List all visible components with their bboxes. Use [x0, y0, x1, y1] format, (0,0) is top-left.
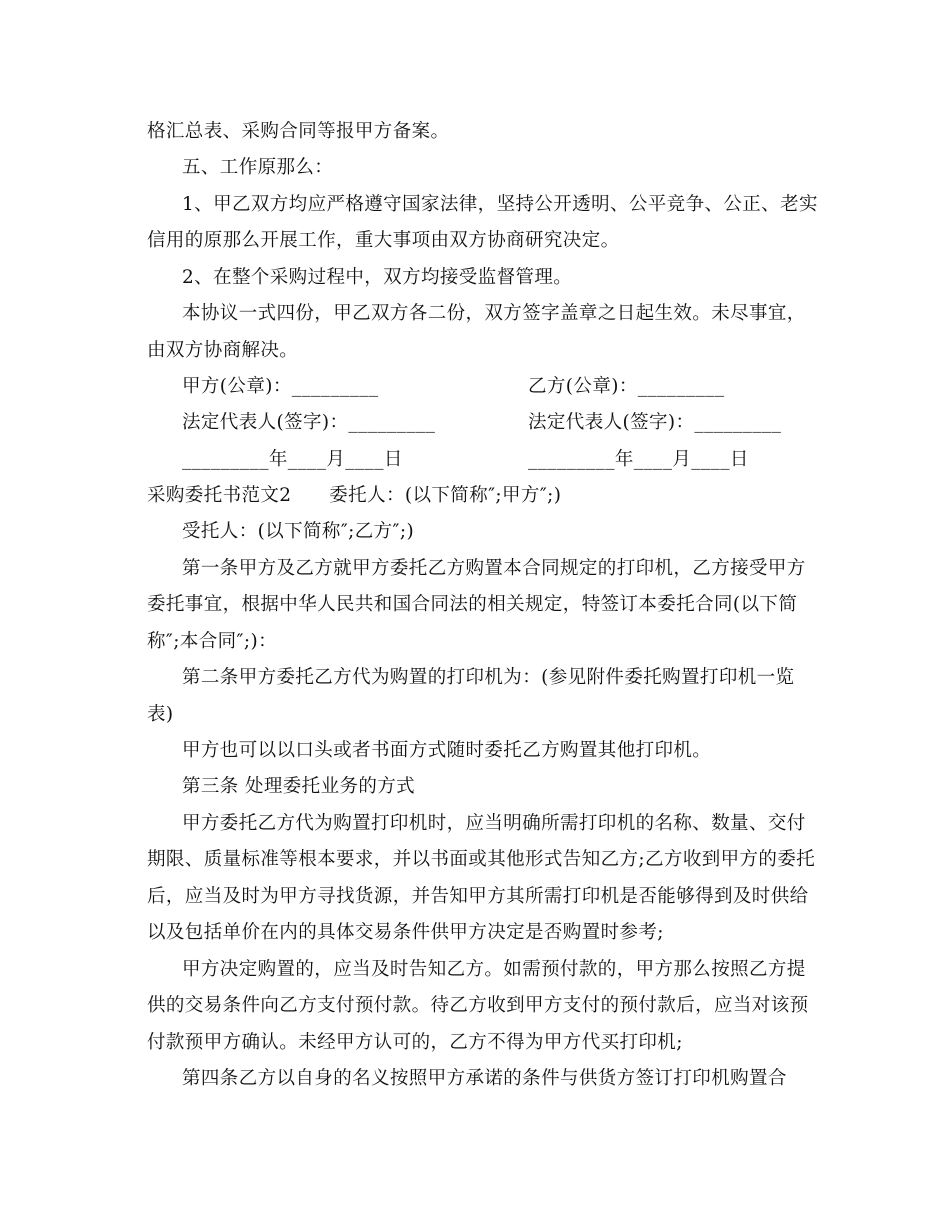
section-heading: 第三条 处理委托业务的方式 — [182, 776, 416, 797]
text-line: 2、在整个采购过程中，双方均接受监督管理。 — [182, 267, 573, 288]
party-b-seal-field: 乙方(公章)：_________ — [528, 376, 725, 397]
text-line: 受托人：(以下简称″;乙方″;) — [182, 521, 415, 542]
text-line: 信用的原那么开展工作，重大事项由双方协商研究决定。 — [147, 230, 620, 251]
text-line: 第二条甲方委托乙方代为购置的打印机为：(参见附件委托购置打印机一览 — [182, 667, 795, 688]
text-line: 第一条甲方及乙方就甲方委托乙方购置本合同规定的打印机，乙方接受甲方 — [182, 558, 806, 579]
text-line: 甲方也可以以口头或者书面方式随时委托乙方购置其他打印机。 — [182, 740, 712, 761]
text-line: 后，应当及时为甲方寻找货源，并告知甲方其所需打印机是否能够得到及时供给 — [147, 886, 809, 907]
text-line: 1、甲乙双方均应严格遵守国家法律，坚持公开透明、公平竞争、公正、老实 — [182, 194, 818, 215]
text-line: 称″;本合同″;)： — [147, 631, 278, 652]
text-line: 甲方委托乙方代为购置打印机时，应当明确所需打印机的名称、数量、交付 — [182, 813, 806, 834]
section-heading: 五、工作原那么： — [182, 157, 334, 178]
party-a-seal-field: 甲方(公章)：_________ — [182, 376, 379, 397]
party-b-date-field: _________年____月____日 — [528, 449, 749, 470]
text-line: 由双方协商解决。 — [147, 340, 299, 361]
text-line: 本协议一式四份，甲乙双方各二份，双方签字盖章之日起生效。未尽事宜， — [182, 303, 806, 324]
text-line: 付款预甲方确认。未经甲方认可的，乙方不得为甲方代买打印机; — [147, 1032, 683, 1053]
party-a-date-field: _________年____月____日 — [182, 449, 403, 470]
party-a-representative-field: 法定代表人(签字)：_________ — [182, 412, 436, 433]
text-line: 甲方决定购置的，应当及时告知乙方。如需预付款的，甲方那么按照乙方提 — [182, 959, 806, 980]
text-line: 委托事宜，根据中华人民共和国合同法的相关规定，特签订本委托合同(以下简 — [147, 594, 798, 615]
text-line: 以及包括单价在内的具体交易条件供甲方决定是否购置时参考; — [147, 922, 664, 943]
document-subtitle: 采购委托书范文2 委托人：(以下简称″;甲方″;) — [147, 485, 562, 506]
party-b-representative-field: 法定代表人(签字)：_________ — [528, 412, 782, 433]
text-line: 期限、质量标准等根本要求，并以书面或其他形式告知乙方;乙方收到甲方的委托 — [147, 849, 816, 870]
text-line: 第四条乙方以自身的名义按照甲方承诺的条件与供货方签订打印机购置合 — [182, 1068, 787, 1089]
text-line: 供的交易条件向乙方支付预付款。待乙方收到甲方支付的预付款后，应当对该预 — [147, 995, 809, 1016]
text-line: 格汇总表、采购合同等报甲方备案。 — [147, 121, 450, 142]
text-line: 表) — [147, 704, 174, 725]
